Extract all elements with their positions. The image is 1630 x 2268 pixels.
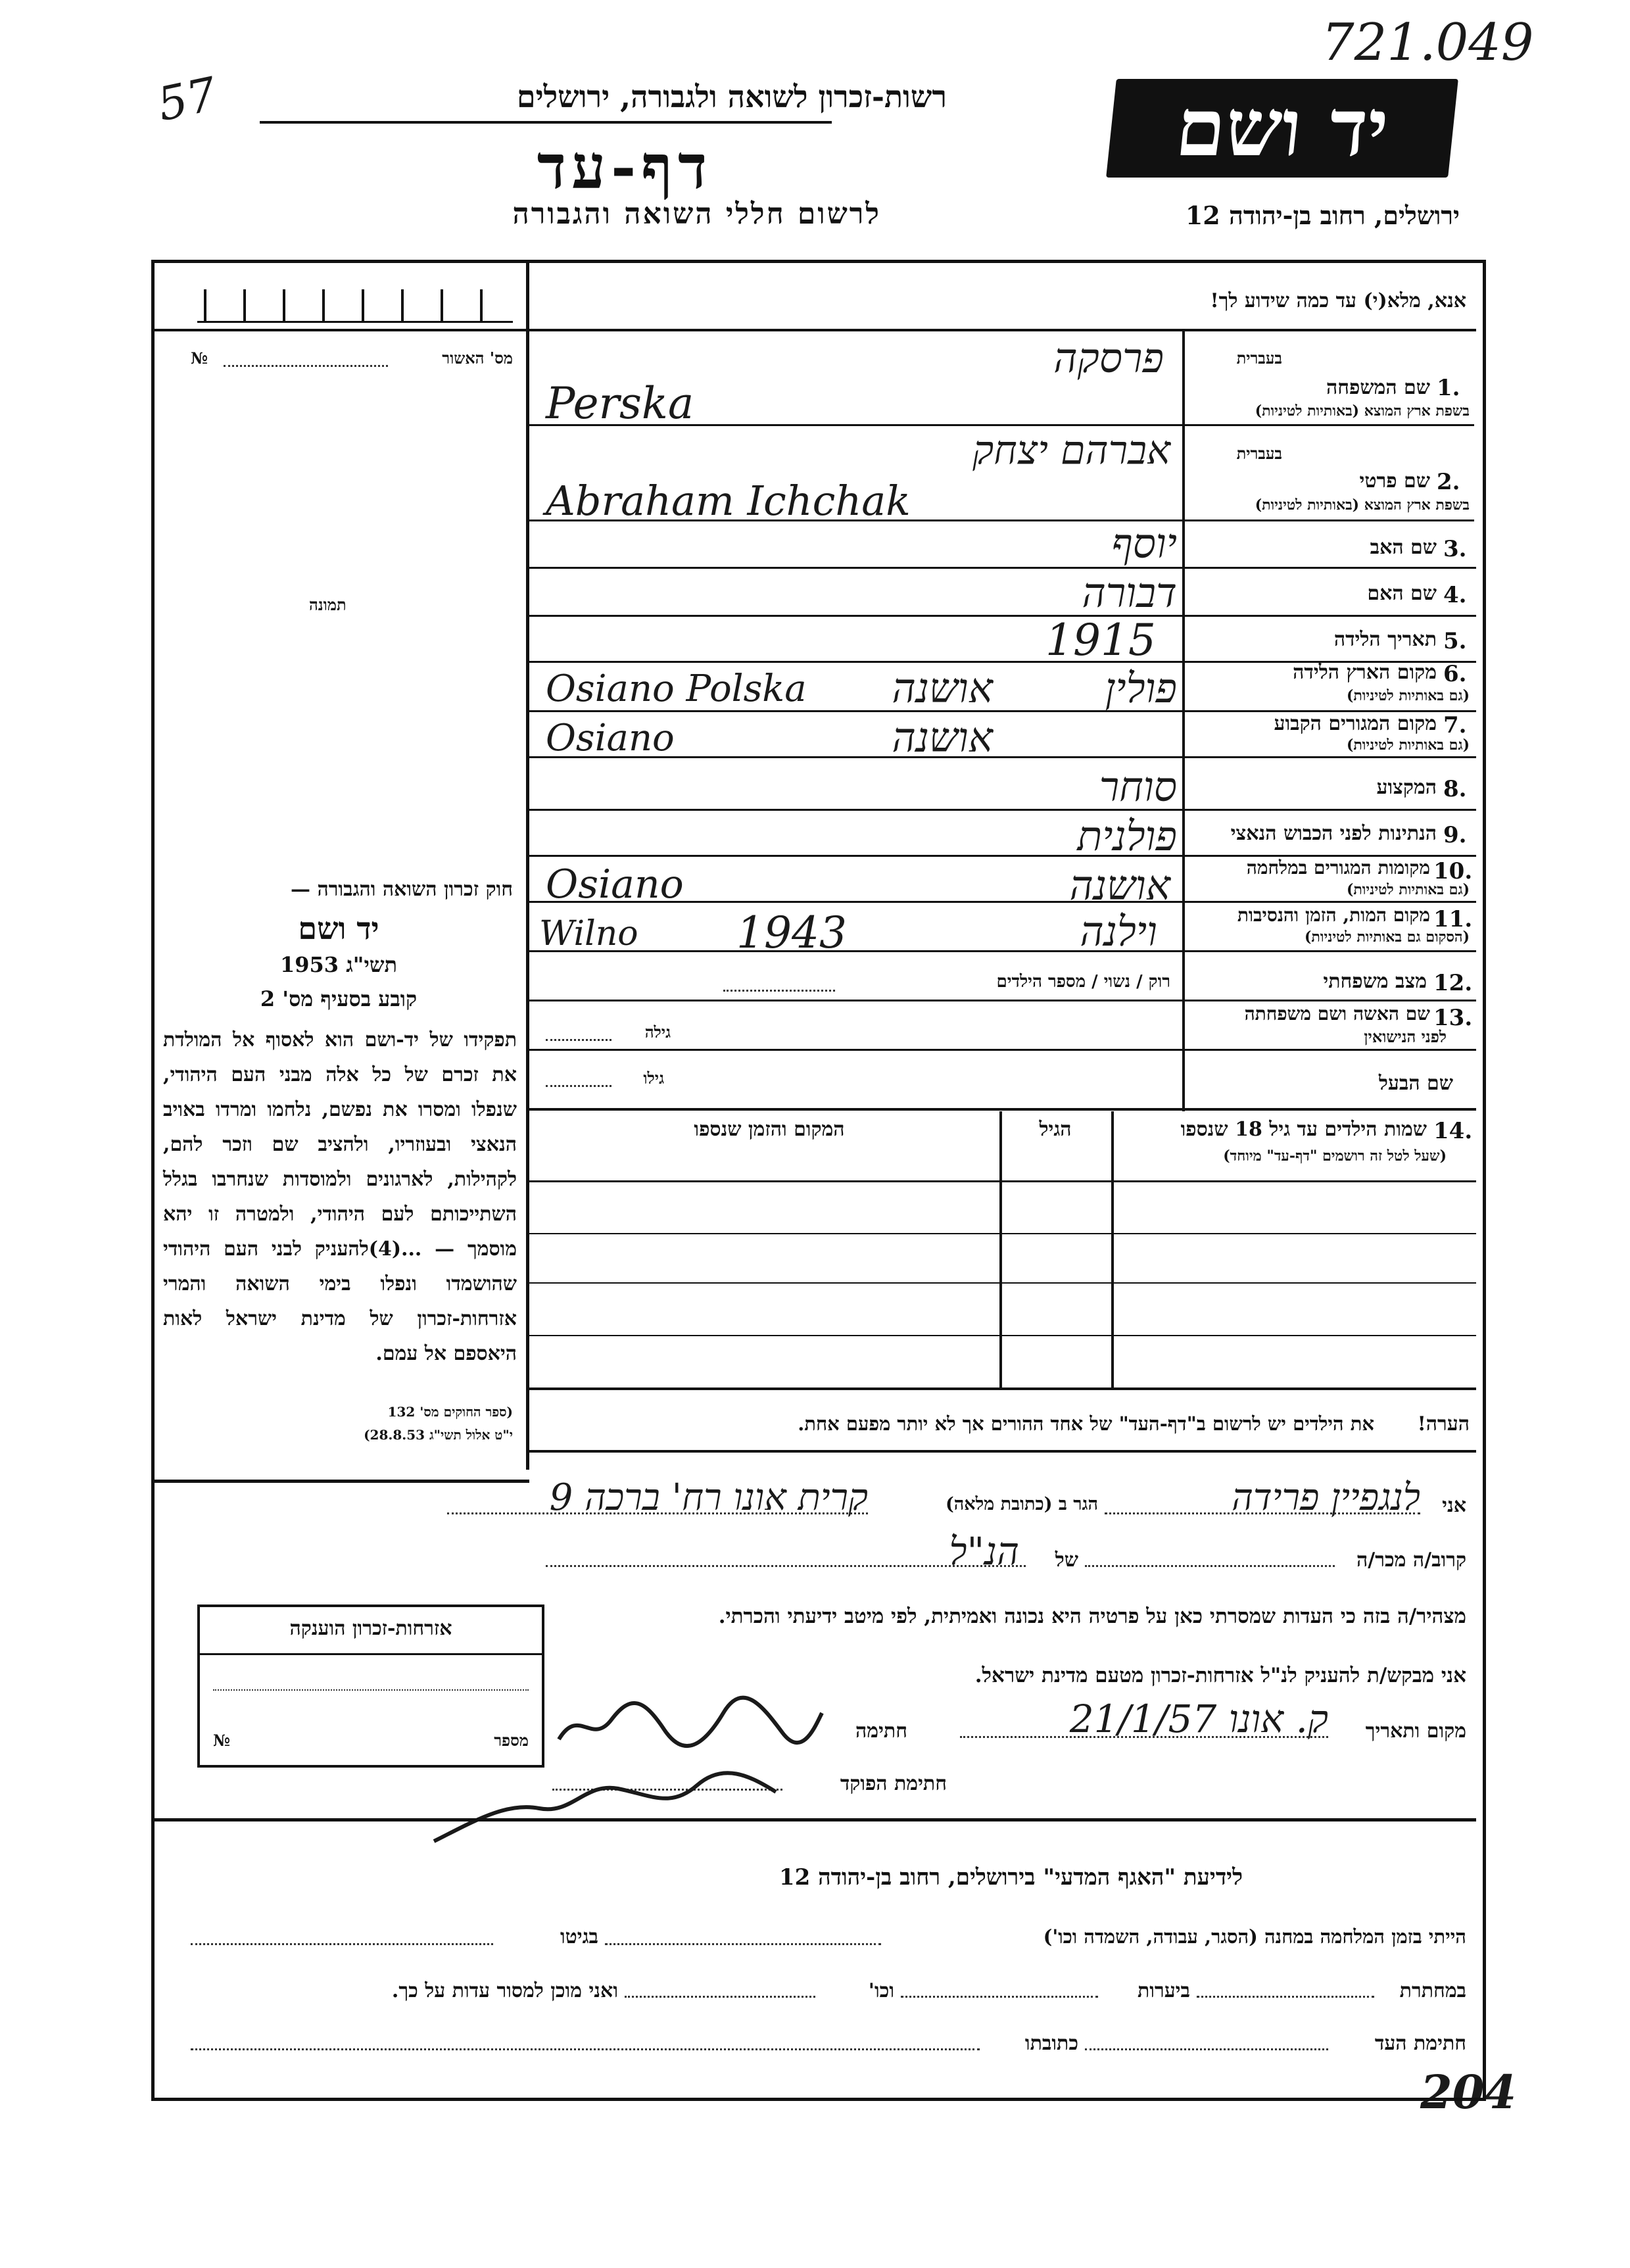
field-3-label: שם האב (1370, 536, 1437, 559)
field-4-number: 4. (1443, 582, 1467, 608)
form-subtitle: לרשום חללי השואה והגבורה (512, 197, 881, 231)
field-7-label: מקום המגורים הקבוע (1274, 712, 1437, 735)
cert-number-boxes (197, 289, 513, 322)
field-11-value-year[interactable]: 1943 (736, 907, 847, 958)
field-1-value-latin[interactable]: Perska (546, 378, 694, 429)
declaration-line-1: מצהיר/ה בזה כי העדות שמסרתי כאן על פרטיה היא נכונה ואמיתית, לפי מיטב ידיעתי והכרתי. (718, 1604, 1466, 1628)
footer-forests-label: ביערות (1137, 1979, 1190, 2002)
row-separator (529, 1000, 1476, 1001)
field-11-value-latin[interactable]: Wilno (539, 914, 638, 953)
of-value[interactable]: הנ"ל (949, 1529, 1019, 1574)
table-row-line (529, 1387, 1476, 1390)
field-5-value[interactable]: 1915 (1045, 615, 1156, 665)
wife-age-label: גילה (644, 1023, 671, 1042)
declarant-i-label: אני (1442, 1494, 1466, 1517)
field-13-sublabel: לפני הנישואין (1364, 1027, 1447, 1046)
note-row-bottom (529, 1450, 1476, 1453)
relation-line[interactable] (1085, 1565, 1335, 1567)
note-text: את הילדים יש לרשום ב"דף-העד" של אחד ההורים אך לא יותר מפעם אחת. (798, 1412, 1374, 1435)
stamp-title: אזרחות-זכרון הוענקה (289, 1617, 452, 1640)
field-7-sublabel: (גם באותיות לטיניות) (1346, 736, 1470, 754)
header-address: ירושלים, רחוב בן-יהודה 12 (1185, 201, 1460, 230)
footer-ghetto-field[interactable] (191, 1943, 493, 1945)
yad-vashem-logo (1106, 79, 1458, 178)
field-12-options[interactable]: רוק / נשוי / מספר הילדים (996, 972, 1170, 992)
table-header-place-time: המקום והזמן שנספו (694, 1118, 845, 1141)
law-text: תפקידו של יד-ושם הוא לאסוף אל המולדת את זכרם של כל אלה מבני העם היהודי, שנפלו ומסרו את נפשם, נלחמו ומרדו באויב הנאצי ובעוזריו, ולהציב שם וזכר להם, לקהילות, לארגונים ולמוסדות שנחרבו בגלל השתייכותם לעם היהודי, ולמטרה זו יהא מוסמך — ...(4)להעניק לבני העם היהודי שהושמדו ונפלו בימי השואה והמרי אזרחות-זכרון של מדינת ישראל לאות היאספם אל עמם. (163, 1028, 517, 1365)
footer-etc-label: וכו' (868, 1979, 894, 2002)
cert-number-field[interactable] (224, 365, 388, 367)
signature-label: חתימה (855, 1720, 907, 1743)
field-7-value-latin[interactable]: Osiano (546, 717, 675, 760)
field-2-hebrew-hint: בעברית (1236, 444, 1282, 463)
footer-etc-field[interactable] (625, 1996, 815, 1998)
field-9-label: הנתינות לפני הכבוש הנאצי (1230, 822, 1437, 845)
declarant-signature (552, 1693, 828, 1752)
law-year: תשי"ג 1953 (280, 952, 397, 977)
left-column-divider (526, 260, 529, 1470)
field-6-label: מקום הארץ הלידה (1293, 661, 1437, 684)
law-section: קובע בסעיף מס' 2 (260, 986, 418, 1011)
field-2-value-hebrew[interactable]: אברהם יצחק (972, 427, 1170, 473)
table-row-line (529, 1282, 1476, 1284)
footer-camp-field[interactable] (605, 1943, 881, 1945)
table-col-divider-2 (1111, 1111, 1114, 1387)
clerk-signature-label: חתימת הפוקד (840, 1772, 947, 1795)
table-header-age: הגיל (1039, 1118, 1072, 1141)
field-5-number: 5. (1443, 628, 1467, 654)
declarant-name-line (1105, 1512, 1420, 1514)
reference-number: 721.049 (1322, 13, 1534, 72)
field-4-label: שם האם (1367, 582, 1437, 605)
cert-number-mark: № (191, 349, 208, 368)
table-row-line (529, 1335, 1476, 1336)
declarant-name[interactable]: לנגפיין פרידה (1232, 1476, 1420, 1519)
note-label: הערה! (1417, 1412, 1470, 1436)
field-10-number: 10. (1433, 858, 1473, 884)
table-header-bottom (529, 1180, 1476, 1182)
field-11-value-hebrew[interactable]: וילנה (1080, 907, 1157, 955)
cert-number-label: מס' האשור (442, 349, 513, 368)
field-6-value-latin[interactable]: Osiano Polska (546, 667, 807, 710)
footer-address-field[interactable] (191, 2048, 980, 2050)
field-10-label: מקומות המגורים במלחמה (1246, 857, 1430, 879)
field-13-number: 13. (1433, 1005, 1473, 1031)
row-separator (529, 1108, 1476, 1111)
left-panel-top (155, 329, 529, 331)
page-number-handwritten: 204 (1420, 2065, 1517, 2119)
law-reference-1: (ספר החוקים מס' 132 (387, 1404, 513, 1420)
field-7-number: 7. (1443, 712, 1467, 738)
authority-underline (260, 121, 832, 124)
wife-age-field[interactable] (546, 1039, 611, 1041)
field-10-value-hebrew[interactable]: אושנה (1069, 861, 1170, 909)
form-title: דף-עד (537, 132, 713, 203)
footer-camp-label: הייתי בזמן המלחמה במחנה (הסגר, עבודה, השמדה וכו') (1043, 1925, 1466, 1948)
folio-number: 57 (153, 66, 222, 132)
field-1-hebrew-hint: בעברית (1236, 349, 1282, 368)
field-3-number: 3. (1443, 536, 1467, 562)
field-11-label: מקום המות, הזמן והנסיבות (1237, 904, 1430, 926)
footer-willing-label: ואני מוכן למסור עדות על כך. (391, 1979, 618, 2002)
field-6-value-country[interactable]: פולין (1105, 664, 1177, 712)
field-10-value-latin[interactable]: Osiano (546, 861, 684, 907)
field-11-number: 11. (1433, 906, 1473, 932)
field-9-number: 9. (1443, 822, 1467, 848)
field-14-sublabel: (שעל לטל זה רושמים "דף-עד" מיוחד) (1223, 1147, 1447, 1165)
law-heading: חוק זכרון השואה והגבורה — (291, 878, 513, 901)
husband-age-label: גילו (643, 1069, 664, 1088)
children-count-field[interactable] (723, 990, 835, 992)
field-3-value[interactable]: יוסף (1111, 519, 1177, 567)
field-8-number: 8. (1443, 776, 1467, 802)
husband-age-field[interactable] (546, 1085, 611, 1087)
place-date-label: מקום ותאריך (1365, 1720, 1466, 1743)
footer-underground-label: במחתרת (1399, 1979, 1466, 2002)
field-12-number: 12. (1433, 970, 1473, 996)
footer-ghetto-label: בגיטו (560, 1925, 598, 1948)
field-8-label: המקצוע (1376, 776, 1437, 799)
field-11-sublabel: (הסקום גם באותיות לטיניות) (1305, 929, 1470, 946)
field-13-label: שם האשה ושם משפחתה (1244, 1003, 1430, 1025)
field-2-label: שם פרטי (1359, 470, 1430, 493)
field-14-number: 14. (1433, 1118, 1473, 1144)
husband-label: שם הבעל (1378, 1072, 1453, 1095)
field-10-sublabel: (גם באותיות לטיניות) (1346, 881, 1470, 898)
stamp-number-mark: № (213, 1731, 231, 1750)
resident-label: הגר ב (כתובת מלאה) (945, 1494, 1098, 1514)
field-9-value[interactable]: פולנית (1077, 812, 1177, 860)
resident-address[interactable]: קרית אונו רח' ברכה 9 (549, 1476, 868, 1519)
field-6-sublabel: (גם באותיות לטיניות) (1346, 687, 1470, 704)
field-5-label: תאריך הלידה (1333, 628, 1437, 651)
field-2-value-latin[interactable]: Abraham Ichchak (546, 477, 911, 525)
field-2-number: 2. (1437, 469, 1460, 495)
table-col-divider-1 (999, 1111, 1002, 1387)
field-12-label: מצב משפחתי (1323, 970, 1427, 993)
field-7-value-hebrew[interactable]: אושנה (892, 713, 993, 761)
field-6-number: 6. (1443, 661, 1467, 687)
declaration-line-2: אני מבקש/ת להעניק לנ"ל אזרחות-זכרון מטעם מדינת ישראל. (974, 1664, 1466, 1687)
label-column-divider (1182, 329, 1185, 1111)
field-1-sublabel: בשפת ארץ המוצא (באותיות לטיניות) (1255, 402, 1470, 420)
footer-heading: לידיעת "האגף המדעי" בירושלים, רחוב בן-יהודה 12 (779, 1864, 1243, 1891)
prompt-row-bottom (529, 329, 1476, 331)
relation-label: קרוב/ה מכר/ה (1356, 1549, 1466, 1572)
law-name: יד ושם (298, 911, 379, 946)
place-date-value[interactable]: ק. אונו 21/1/57 (1069, 1697, 1328, 1741)
footer-divider (155, 1818, 1476, 1822)
row-separator (529, 1049, 1476, 1051)
field-4-value[interactable]: דבורה (1082, 569, 1177, 617)
field-14-label: שמות הילדים עד גיל 18 שנספו (1180, 1118, 1427, 1141)
field-2-sublabel: בשפת ארץ המוצא (באותיות לטיניות) (1255, 496, 1470, 514)
law-reference-2: י"ט אלול תשי"ג 28.8.53) (364, 1427, 513, 1443)
of-label: של (1055, 1549, 1078, 1572)
photo-label: תמונה (309, 595, 347, 614)
place-date-line (960, 1736, 1328, 1738)
footer-address-label: כתובתו (1024, 2032, 1078, 2055)
logo-text: יד ושם (1171, 82, 1393, 174)
of-line (546, 1565, 1026, 1567)
footer-witness-signature-label: חתימת העד (1374, 2032, 1466, 2055)
row-separator (1185, 424, 1474, 426)
field-1-number: 1. (1437, 375, 1460, 401)
footer-forests-field[interactable] (901, 1996, 1098, 1998)
clerk-signature (421, 1762, 789, 1854)
resident-address-line (447, 1512, 868, 1514)
authority-name: רשות-זכרון לשואה ולגבורה, ירושלים (516, 79, 947, 114)
top-prompt: אנא, מלא(י) עד כמה שידוע לך! (1210, 289, 1466, 312)
footer-witness-signature-field[interactable] (1085, 2048, 1328, 2050)
footer-underground-field[interactable] (1197, 1996, 1374, 1998)
stamp-number-label: מספר (494, 1731, 529, 1750)
citizenship-stamp-box (197, 1604, 544, 1768)
field-8-value[interactable]: סוחר (1099, 763, 1177, 811)
row-separator (1185, 519, 1474, 521)
table-row-line (529, 1233, 1476, 1234)
photo-area (171, 395, 513, 855)
field-1-value-hebrew[interactable]: פרסקה (1053, 334, 1164, 382)
field-1-label: שם המשפחה (1326, 376, 1430, 399)
field-6-value-town[interactable]: אושנה (892, 664, 993, 712)
